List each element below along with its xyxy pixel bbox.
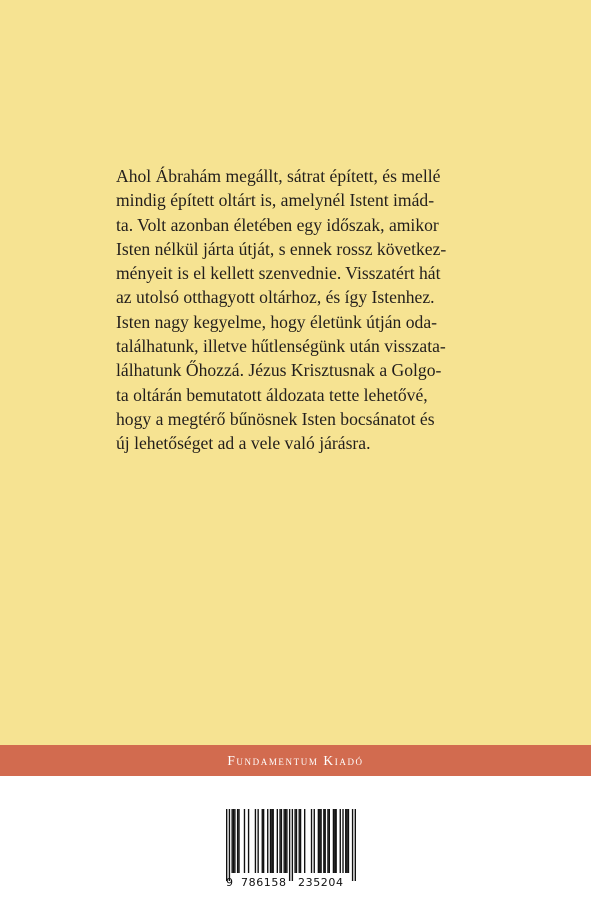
blurb-line: Isten nélkül járta útját, s ennek rossz következ- [116,238,447,259]
barcode-bar [277,809,278,873]
barcode-bar [340,809,341,873]
barcode-bar [244,809,245,873]
blurb-line: találhatunk, illetve hűtlenségünk után visszata- [116,336,446,357]
barcode-bar [273,809,274,873]
barcode [226,809,356,881]
barcode-bar [319,809,320,873]
barcode-area [0,776,591,899]
barcode-bar [285,809,286,873]
barcode-digits-right: 235204 [298,876,344,889]
barcode-bar [229,809,230,881]
blurb-line: lálhatunk Őhozzá. Jézus Krisztusnak a Golgo- [116,360,442,381]
barcode-bar [314,809,315,873]
barcode-bar [352,809,353,881]
publisher-name: Fundamentum Kiadó [227,753,364,768]
barcode-bar [283,809,284,873]
barcode-bar [299,809,300,873]
barcode-bar [335,809,336,873]
barcode-bar [267,809,268,873]
blurb-line: mindig épített oltárt is, amelynél Istent imád- [116,190,435,211]
barcode-bar [327,809,328,873]
barcode-bar [234,809,235,873]
barcode-bar [325,809,326,873]
blurb-line: Ahol Ábrahám megállt, sátrat épített, és mellé [116,166,441,186]
blurb-line: Isten nagy kegyelme, hogy életünk útján oda- [116,311,437,332]
barcode-bar [294,809,295,873]
barcode-bar [304,809,305,873]
barcode-bar [270,809,271,873]
barcode-bar [281,809,282,873]
barcode-bar [226,809,227,881]
barcode-bar [342,809,343,873]
barcode-bar [289,809,290,881]
barcode-bar [334,809,335,873]
barcode-bar [255,809,256,873]
blurb-line: ta. Volt azonban életében egy időszak, amikor [116,214,439,235]
barcode-bar [323,809,324,873]
barcode-bar [300,809,301,873]
barcode-number [226,876,360,890]
barcode-bar [231,809,232,873]
barcode-digits-left: 786158 [241,876,287,889]
barcode-bar [237,809,238,873]
barcode-bar [292,809,293,881]
barcode-bar [279,809,280,873]
blurb-line: új lehetőséget ad a vele való járásra. [116,433,371,454]
barcode-bar [355,809,356,881]
barcode-bar [257,809,258,873]
blurb-line: az utolsó otthagyott oltárhoz, és így Istenhez. [116,287,435,308]
barcode-digit-first: 9 [226,876,233,889]
barcode-bar [238,809,239,873]
barcode-bar [263,809,264,873]
barcode-bar [345,809,346,873]
barcode-bar [333,809,334,873]
barcode-bar [233,809,234,873]
barcode-bar [271,809,272,873]
barcode-bar [346,809,347,873]
barcode-bar [348,809,349,873]
blurb-line: ményeit is el kellett szenvednie. Visszatért hát [116,263,441,284]
blurb-line: ta oltárán bemutatott áldozata tette lehetővé, [116,384,428,405]
barcode-bar [296,809,297,873]
publisher-band [0,745,591,776]
barcode-bar [320,809,321,873]
barcode-bar [311,809,312,873]
barcode-bar [318,809,319,873]
barcode-bar [329,809,330,873]
blurb-line: hogy a megtérő bűnösnek Isten bocsánatot és [116,408,435,429]
barcode-bar [286,809,287,873]
barcode-bar [248,809,249,873]
blurb-paragraph [116,164,477,456]
barcode-bar [262,809,263,873]
